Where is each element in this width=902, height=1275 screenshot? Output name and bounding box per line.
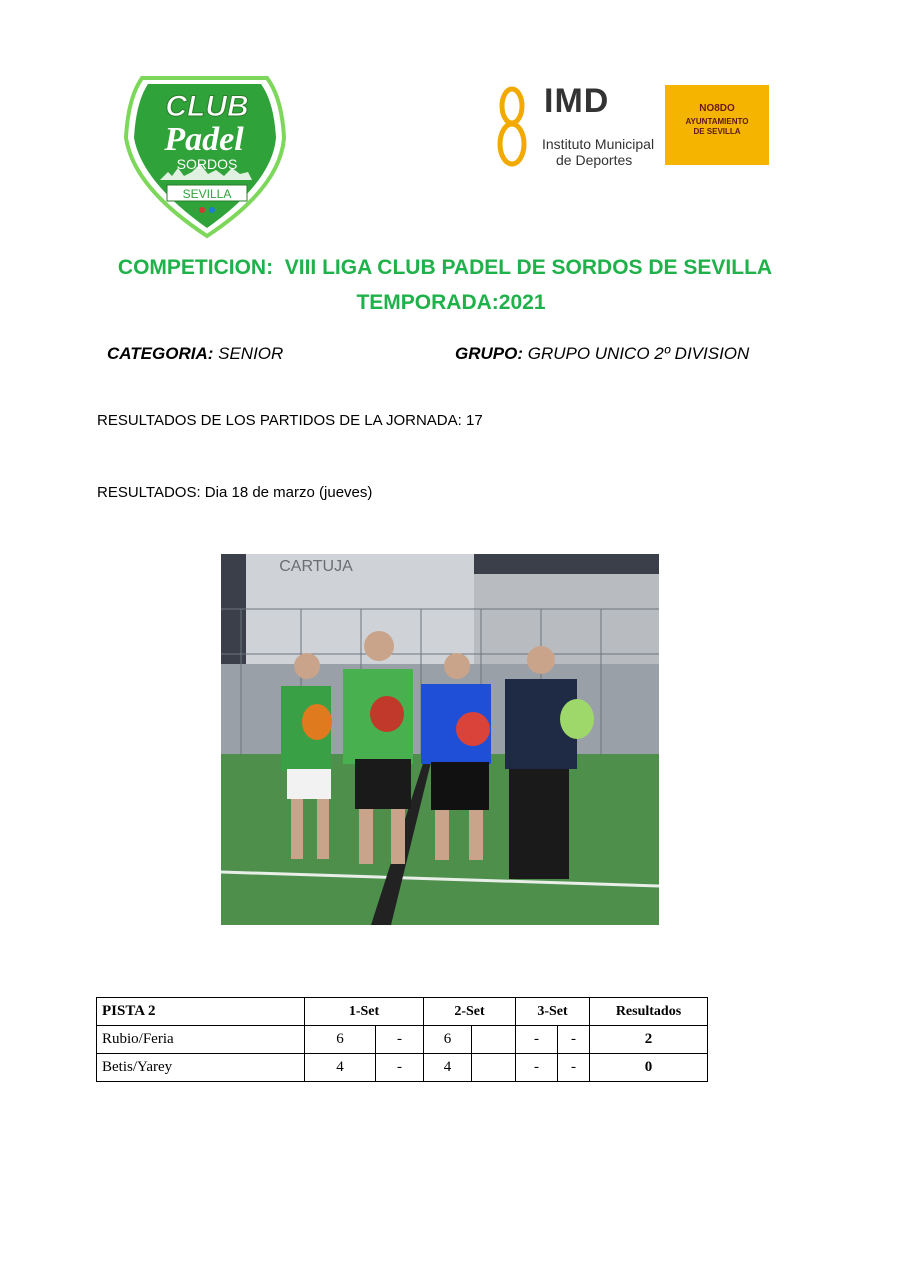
ayto-line1: AYUNTAMIENTO (685, 117, 749, 126)
club-logo-text-sordos: SORDOS (176, 156, 238, 172)
imd-subtitle-line2: de Deportes (556, 152, 633, 168)
imd-eight-icon (494, 84, 530, 170)
set1-header: 1-Set (305, 998, 424, 1026)
imd-logo (494, 80, 659, 170)
imd-subtitle-line1: Instituto Municipal (542, 136, 655, 152)
set2-score: 6 (424, 1026, 472, 1054)
set1-dash: - (376, 1026, 424, 1054)
set2-blank (472, 1054, 516, 1082)
players-photo (221, 554, 659, 925)
court-header: PISTA 2 (97, 998, 305, 1026)
group-value: GRUPO UNICO 2º DIVISION (523, 344, 750, 363)
table-header-row (97, 998, 708, 1026)
category-label: CATEGORIA: (107, 344, 214, 363)
ayuntamiento-sevilla-logo (665, 85, 769, 165)
category-line (107, 344, 283, 364)
club-logo-text-padel: Padel (164, 121, 244, 158)
table-row (97, 1026, 708, 1054)
date-line: RESULTADOS: Dia 18 de marzo (jueves) (97, 484, 373, 501)
set3-score: - (516, 1054, 558, 1082)
group-line (455, 344, 749, 364)
imd-title: IMD (544, 82, 610, 120)
table-row (97, 1054, 708, 1082)
set3-header: 3-Set (516, 998, 590, 1026)
category-value: SENIOR (213, 344, 284, 363)
set3-score: - (516, 1026, 558, 1054)
set2-header: 2-Set (424, 998, 516, 1026)
club-logo-text-club: CLUB (165, 90, 249, 123)
competition-title: COMPETICION: VIII LIGA CLUB PADEL DE SORDOS DE SEVILLA (117, 256, 773, 279)
set2-blank (472, 1026, 516, 1054)
results-header: Resultados (590, 998, 708, 1026)
matchday-line: RESULTADOS DE LOS PARTIDOS DE LA JORNADA: 17 (97, 412, 483, 429)
season-title: TEMPORADA:2021 (356, 291, 546, 314)
ayto-line2: DE SEVILLA (693, 127, 741, 136)
set3-dash: - (558, 1054, 590, 1082)
photo-cartuja-sign: CARTUJA (279, 558, 353, 575)
ayto-nodo-mark: NO8DO (699, 103, 735, 114)
team-name: Rubio/Feria (97, 1026, 305, 1054)
club-padel-sordos-logo (112, 68, 297, 240)
set1-dash: - (376, 1054, 424, 1082)
set1-score: 4 (305, 1054, 376, 1082)
team-name: Betis/Yarey (97, 1054, 305, 1082)
match-result: 2 (590, 1026, 708, 1054)
set3-dash: - (558, 1026, 590, 1054)
club-logo-text-sevilla: SEVILLA (182, 187, 232, 201)
results-table (96, 997, 708, 1082)
set1-score: 6 (305, 1026, 376, 1054)
group-label: GRUPO: (455, 344, 523, 363)
set2-score: 4 (424, 1054, 472, 1082)
match-result: 0 (590, 1054, 708, 1082)
